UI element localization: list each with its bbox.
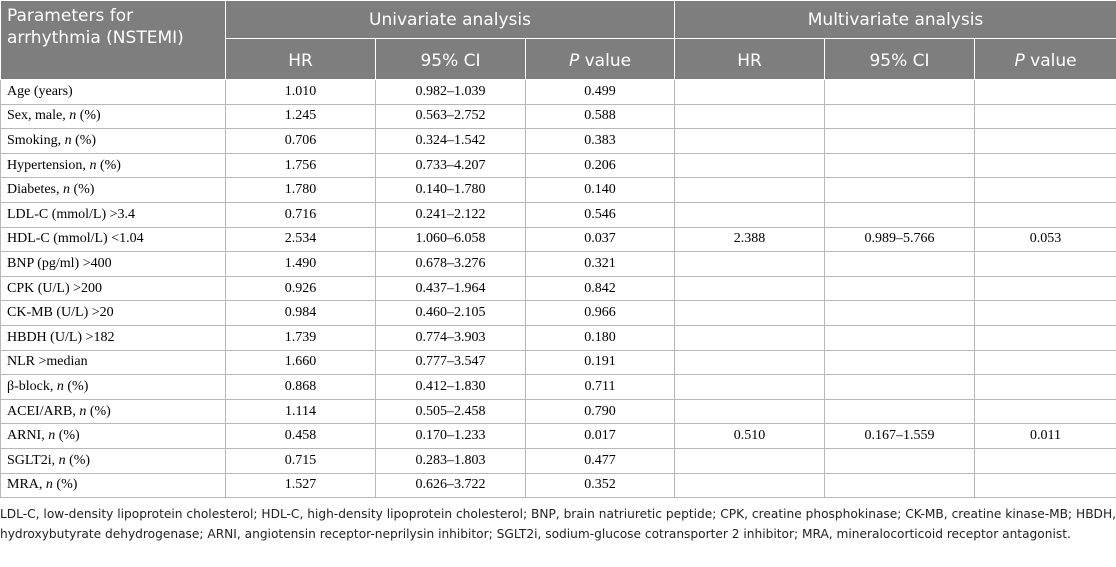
univariate-hr-cell: 1.756: [226, 153, 376, 178]
multivariate-ci-cell: [825, 473, 975, 498]
parameter-label: Age (years): [7, 83, 73, 99]
multivariate-ci-cell: [825, 375, 975, 400]
p-symbol: P: [568, 51, 580, 71]
table-row: [1, 129, 1116, 154]
multivariate-p-cell: [975, 80, 1116, 105]
multivariate-hr-cell: [675, 276, 825, 301]
univariate-hr-cell: 0.706: [226, 129, 376, 154]
table-row: [1, 350, 1116, 375]
multivariate-ci-cell: [825, 399, 975, 424]
parameter-cell: [1, 448, 226, 473]
table-row: [1, 276, 1116, 301]
multivariate-hr-cell: [675, 129, 825, 154]
univariate-header: Univariate analysis: [226, 1, 675, 39]
multivariate-ci-cell: [825, 202, 975, 227]
univariate-hr-header: HR: [226, 39, 376, 80]
multivariate-ci-cell: [825, 252, 975, 277]
multivariate-hr-cell: [675, 399, 825, 424]
table-row: [1, 448, 1116, 473]
univariate-ci-cell: 0.777–3.547: [376, 350, 526, 375]
parameter-label-italic: n: [62, 182, 70, 198]
parameter-label: SGLT2i,: [7, 452, 59, 468]
multivariate-hr-cell: [675, 325, 825, 350]
univariate-ci-cell: 0.505–2.458: [376, 399, 526, 424]
univariate-ci-cell: 0.678–3.276: [376, 252, 526, 277]
univariate-ci-cell: 0.170–1.233: [376, 424, 526, 449]
multivariate-ci-cell: [825, 178, 975, 203]
univariate-hr-cell: 1.527: [226, 473, 376, 498]
multivariate-p-cell: [975, 448, 1116, 473]
univariate-hr-cell: 1.739: [226, 325, 376, 350]
univariate-p-cell: 0.588: [526, 104, 675, 129]
univariate-ci-cell: 0.982–1.039: [376, 80, 526, 105]
univariate-ci-cell: 1.060–6.058: [376, 227, 526, 252]
univariate-p-cell: 0.206: [526, 153, 675, 178]
univariate-ci-cell: 0.283–1.803: [376, 448, 526, 473]
multivariate-hr-cell: 0.510: [675, 424, 825, 449]
parameter-label-tail: (%): [71, 132, 97, 148]
parameter-label: Smoking,: [7, 132, 65, 148]
multivariate-header: Multivariate analysis: [675, 1, 1116, 39]
univariate-ci-cell: 0.412–1.830: [376, 375, 526, 400]
multivariate-p-cell: [975, 104, 1116, 129]
table-row: [1, 104, 1116, 129]
multivariate-p-cell: [975, 202, 1116, 227]
parameter-label-tail: (%): [63, 378, 89, 394]
multivariate-hr-cell: [675, 350, 825, 375]
multivariate-p-cell: [975, 301, 1116, 326]
univariate-p-cell: 0.180: [526, 325, 675, 350]
univariate-ci-cell: 0.563–2.752: [376, 104, 526, 129]
table-row: [1, 252, 1116, 277]
multivariate-ci-cell: [825, 129, 975, 154]
parameter-label-tail: (%): [86, 403, 111, 419]
univariate-hr-cell: 0.715: [226, 448, 376, 473]
multivariate-p-cell: [975, 399, 1116, 424]
parameter-label-tail: (%): [52, 477, 78, 493]
multivariate-p-cell: [975, 473, 1116, 498]
parameter-label: ARNI,: [7, 428, 49, 444]
multivariate-ci-header: 95% CI: [825, 39, 975, 80]
multivariate-hr-cell: [675, 80, 825, 105]
univariate-p-header: [526, 39, 675, 80]
p-value-text: value: [1024, 51, 1077, 71]
parameter-cell: [1, 325, 226, 350]
parameter-label: CK-MB (U/L) >20: [7, 305, 114, 321]
univariate-p-cell: 0.499: [526, 80, 675, 105]
table-row: [1, 424, 1116, 449]
univariate-ci-cell: 0.324–1.542: [376, 129, 526, 154]
parameter-label-tail: (%): [76, 108, 101, 124]
univariate-ci-cell: 0.626–3.722: [376, 473, 526, 498]
multivariate-hr-cell: [675, 202, 825, 227]
univariate-hr-cell: 0.868: [226, 375, 376, 400]
parameter-label-tail: (%): [55, 428, 80, 444]
parameter-cell: [1, 227, 226, 252]
multivariate-ci-cell: [825, 104, 975, 129]
univariate-hr-cell: 1.010: [226, 80, 376, 105]
multivariate-ci-cell: [825, 301, 975, 326]
univariate-hr-cell: 2.534: [226, 227, 376, 252]
multivariate-p-cell: 0.011: [975, 424, 1116, 449]
univariate-ci-cell: 0.733–4.207: [376, 153, 526, 178]
table-row: [1, 325, 1116, 350]
multivariate-ci-cell: [825, 276, 975, 301]
univariate-p-cell: 0.383: [526, 129, 675, 154]
table-row: [1, 301, 1116, 326]
parameter-label-tail: (%): [96, 157, 121, 173]
univariate-hr-cell: 1.660: [226, 350, 376, 375]
table-row: [1, 473, 1116, 498]
univariate-p-cell: 0.037: [526, 227, 675, 252]
multivariate-ci-cell: [825, 153, 975, 178]
parameter-label-italic: n: [64, 132, 72, 148]
univariate-hr-cell: 0.458: [226, 424, 376, 449]
univariate-p-cell: 0.140: [526, 178, 675, 203]
parameter-label: HBDH (U/L) >182: [7, 329, 115, 345]
parameter-label: β-block,: [7, 378, 57, 394]
table-row: [1, 227, 1116, 252]
table-footnote: LDL-C, low-density lipoprotein cholesterol; HDL-C, high-density lipoprotein cholesterol; BNP, brain natriuretic peptide; CPK, creatine phosphokinase; CK-MB, creatine kinase-MB; HBDH, hydroxybutyrate dehydrogenase; ARNI, angiotensin receptor-neprilysin inhibitor; SGLT2i, sodium-glucose cotransporter 2 inhibitor; MRA, mineralocorticoid receptor antagonist.: [0, 507, 1116, 541]
multivariate-p-cell: [975, 178, 1116, 203]
parameter-cell: [1, 153, 226, 178]
univariate-p-cell: 0.477: [526, 448, 675, 473]
univariate-p-cell: 0.321: [526, 252, 675, 277]
parameter-label: MRA,: [7, 477, 46, 493]
univariate-hr-cell: 1.490: [226, 252, 376, 277]
parameter-cell: [1, 350, 226, 375]
parameter-label: Sex, male,: [7, 108, 70, 124]
parameter-label: HDL-C (mmol/L) <1.04: [7, 231, 144, 247]
multivariate-ci-cell: [825, 350, 975, 375]
univariate-hr-cell: 1.780: [226, 178, 376, 203]
parameter-cell: [1, 301, 226, 326]
parameter-label: Diabetes,: [7, 182, 63, 198]
parameter-cell: [1, 252, 226, 277]
multivariate-hr-cell: [675, 473, 825, 498]
parameter-label: BNP (pg/ml) >400: [7, 255, 112, 271]
multivariate-p-cell: [975, 325, 1116, 350]
parameters-header: Parameters for arrhythmia (NSTEMI): [1, 1, 226, 80]
parameter-cell: [1, 178, 226, 203]
univariate-ci-header: 95% CI: [376, 39, 526, 80]
parameter-label-italic: n: [45, 477, 53, 493]
parameter-label-italic: n: [58, 452, 66, 468]
parameter-cell: [1, 202, 226, 227]
univariate-ci-cell: 0.140–1.780: [376, 178, 526, 203]
multivariate-p-cell: [975, 375, 1116, 400]
multivariate-p-cell: [975, 153, 1116, 178]
table-header: [1, 1, 1116, 80]
univariate-hr-cell: 0.926: [226, 276, 376, 301]
multivariate-p-header: [975, 39, 1116, 80]
parameter-cell: [1, 80, 226, 105]
univariate-p-cell: 0.842: [526, 276, 675, 301]
univariate-ci-cell: 0.460–2.105: [376, 301, 526, 326]
parameter-label-italic: n: [56, 378, 64, 394]
table-body: [1, 80, 1116, 498]
parameter-label-italic: n: [48, 428, 56, 444]
parameter-label: CPK (U/L) >200: [7, 280, 103, 296]
parameter-label: ACEI/ARB,: [7, 403, 80, 419]
table-row: [1, 375, 1116, 400]
table-row: [1, 80, 1116, 105]
univariate-p-cell: 0.017: [526, 424, 675, 449]
multivariate-hr-cell: [675, 375, 825, 400]
multivariate-p-cell: [975, 252, 1116, 277]
univariate-ci-cell: 0.437–1.964: [376, 276, 526, 301]
multivariate-ci-cell: [825, 448, 975, 473]
parameter-cell: [1, 129, 226, 154]
p-symbol: P: [1014, 51, 1025, 71]
multivariate-hr-cell: [675, 448, 825, 473]
table-row: [1, 153, 1116, 178]
univariate-hr-cell: 0.716: [226, 202, 376, 227]
multivariate-p-cell: [975, 350, 1116, 375]
p-value-text: value: [579, 51, 632, 71]
univariate-p-cell: 0.352: [526, 473, 675, 498]
univariate-ci-cell: 0.241–2.122: [376, 202, 526, 227]
parameter-label: LDL-C (mmol/L) >3.4: [7, 206, 136, 222]
parameter-cell: [1, 473, 226, 498]
parameter-cell: [1, 104, 226, 129]
multivariate-p-cell: [975, 276, 1116, 301]
multivariate-hr-cell: [675, 178, 825, 203]
parameter-label-italic: n: [89, 157, 97, 173]
parameter-label-italic: n: [79, 403, 87, 419]
univariate-ci-cell: 0.774–3.903: [376, 325, 526, 350]
parameter-label-tail: (%): [65, 452, 91, 468]
univariate-p-cell: 0.711: [526, 375, 675, 400]
multivariate-ci-cell: [825, 325, 975, 350]
univariate-hr-cell: 1.114: [226, 399, 376, 424]
multivariate-p-cell: [975, 129, 1116, 154]
multivariate-hr-header: HR: [675, 39, 825, 80]
parameter-cell: [1, 424, 226, 449]
multivariate-hr-cell: 2.388: [675, 227, 825, 252]
univariate-hr-cell: 1.245: [226, 104, 376, 129]
multivariate-p-cell: 0.053: [975, 227, 1116, 252]
multivariate-hr-cell: [675, 104, 825, 129]
univariate-p-cell: 0.546: [526, 202, 675, 227]
parameter-label-tail: (%): [69, 182, 95, 198]
table-row: [1, 178, 1116, 203]
table-row: [1, 399, 1116, 424]
univariate-hr-cell: 0.984: [226, 301, 376, 326]
parameter-label: Hypertension,: [7, 157, 90, 173]
multivariate-hr-cell: [675, 153, 825, 178]
univariate-p-cell: 0.191: [526, 350, 675, 375]
parameter-cell: [1, 399, 226, 424]
table-row: [1, 202, 1116, 227]
header-row-groups: [1, 1, 1116, 39]
univariate-p-cell: 0.966: [526, 301, 675, 326]
parameter-cell: [1, 276, 226, 301]
multivariate-ci-cell: [825, 80, 975, 105]
multivariate-ci-cell: 0.167–1.559: [825, 424, 975, 449]
parameter-cell: [1, 375, 226, 400]
univariate-p-cell: 0.790: [526, 399, 675, 424]
parameter-label-italic: n: [69, 108, 77, 124]
multivariate-hr-cell: [675, 301, 825, 326]
parameter-label: NLR >median: [7, 354, 88, 370]
multivariate-hr-cell: [675, 252, 825, 277]
multivariate-ci-cell: 0.989–5.766: [825, 227, 975, 252]
